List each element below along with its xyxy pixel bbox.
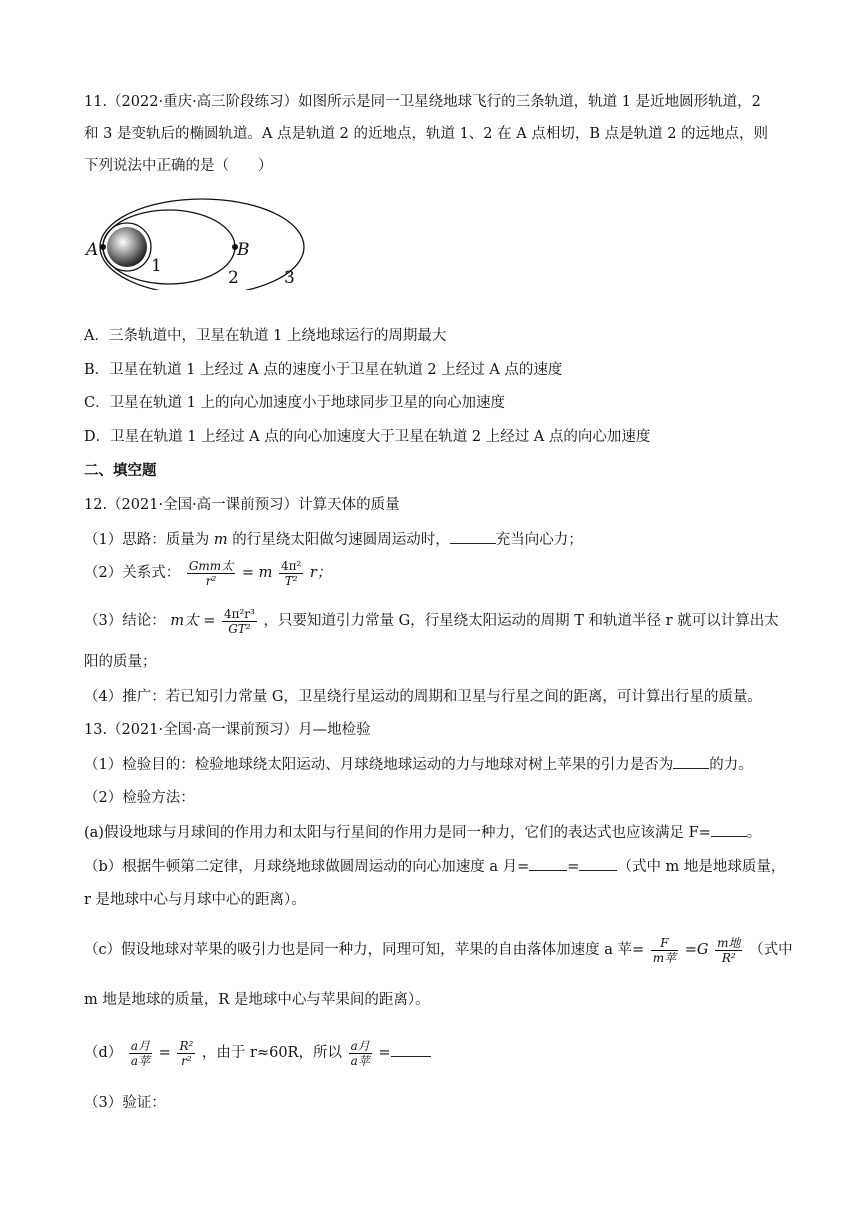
q12-p1: （1）思路：质量为 m 的行星绕太阳做匀速圆周运动时， 充当向心力；	[84, 529, 583, 550]
q13-pd: （d） $\frac{\text{a月}}{\text{a苹}}$ = $\frac{\text{R²}}{\text{r²}}$ ，由于 r≈60R，所以 $\frac{\text{a月}}{\text{a苹}}$ =	[84, 1033, 431, 1073]
label-a: A	[86, 240, 99, 260]
q12-title: 12.（2021·全国·高一课前预习）计算天体的质量	[84, 497, 400, 513]
q11-stem-line3: 下列说法中正确的是（ ）	[84, 158, 273, 174]
label-1: 1	[151, 256, 162, 276]
answer-blank	[529, 856, 567, 871]
q13-p3: （3）验证：	[84, 1095, 166, 1111]
q13-pc-line2: m 地是地球的质量，R 是地球中心与苹果间的距离）。	[84, 992, 430, 1008]
q13-pc: （c）假设地球对苹果的吸引力也是同一种力，同理可知，苹果的自由落体加速度 a 苹= $\frac{F}{\text{m苹}}$ =G $\frac{\text{m地}}{\text{R²}}$ （式中	[84, 935, 793, 965]
answer-blank	[579, 856, 617, 871]
label-b: B	[237, 240, 250, 260]
orbit-diagram	[84, 190, 314, 290]
q12-p3: （3）结论： m太 = $\frac{\text{4π²r³}}{\text{GT²}}$ ，只要知道引力常量 G，行星绕太阳运动的周期 T 和轨道半径 r 就可以计算出太	[84, 606, 779, 636]
q11-option-a: A．三条轨道中，卫星在轨道 1 上绕地球运行的周期最大	[84, 328, 447, 344]
q13-pb-line2: r 是地球中心与月球中心的距离）。	[84, 892, 306, 908]
section-title: 二、填空题	[84, 462, 157, 479]
q12-p2: （2）关系式： $\frac{\text{Gmm太}}{\text{r²}}$ = m $\frac{\text{4π²}}{\text{T²}}$ r；	[84, 558, 332, 588]
q11-option-c: C．卫星在轨道 1 上的向心加速度小于地球同步卫星的向心加速度	[84, 395, 506, 411]
answer-blank	[450, 529, 496, 544]
answer-blank	[673, 754, 709, 769]
q12-p3-line2: 阳的质量；	[84, 654, 157, 670]
point-a-dot	[100, 244, 106, 250]
q11-option-d: D．卫星在轨道 1 上经过 A 点的向心加速度大于卫星在轨道 2 上经过 A 点的向心加速度	[84, 429, 651, 445]
q13-pa: (a)假设地球与月球间的作用力和太阳与行星间的作用力是同一种力，它们的表达式也应该满足 F= 。	[84, 822, 761, 843]
earth	[107, 227, 147, 267]
label-3: 3	[284, 268, 295, 288]
answer-blank	[391, 1042, 431, 1057]
label-2: 2	[228, 268, 239, 288]
q13-p2: （2）检验方法：	[84, 790, 195, 806]
q13-p1: （1）检验目的：检验地球绕太阳运动、月球绕地球运动的力与地球对树上苹果的引力是否为 的力。	[84, 754, 753, 775]
q11-option-b: B．卫星在轨道 1 上经过 A 点的速度小于卫星在轨道 2 上经过 A 点的速度	[84, 362, 563, 378]
q13-title: 13.（2021·全国·高一课前预习）月—地检验	[84, 722, 371, 738]
q11-stem-line2: 和 3 是变轨后的椭圆轨道。A 点是轨道 2 的近地点，轨道 1、2 在 A 点相切，B 点是轨道 2 的远地点，则	[84, 126, 769, 142]
q11-stem-line1: 11.（2022·重庆·高三阶段练习）如图所示是同一卫星绕地球飞行的三条轨道，轨道 1 是近地圆形轨道，2	[84, 94, 761, 110]
q13-pb: （b）根据牛顿第二定律，月球绕地球做圆周运动的向心加速度 a 月= = （式中 m 地是地球质量，	[84, 856, 785, 877]
answer-blank	[711, 822, 747, 837]
q12-p4: （4）推广：若已知引力常量 G，卫星绕行星运动的周期和卫星与行星之间的距离，可计算出行星的质量。	[84, 689, 762, 705]
